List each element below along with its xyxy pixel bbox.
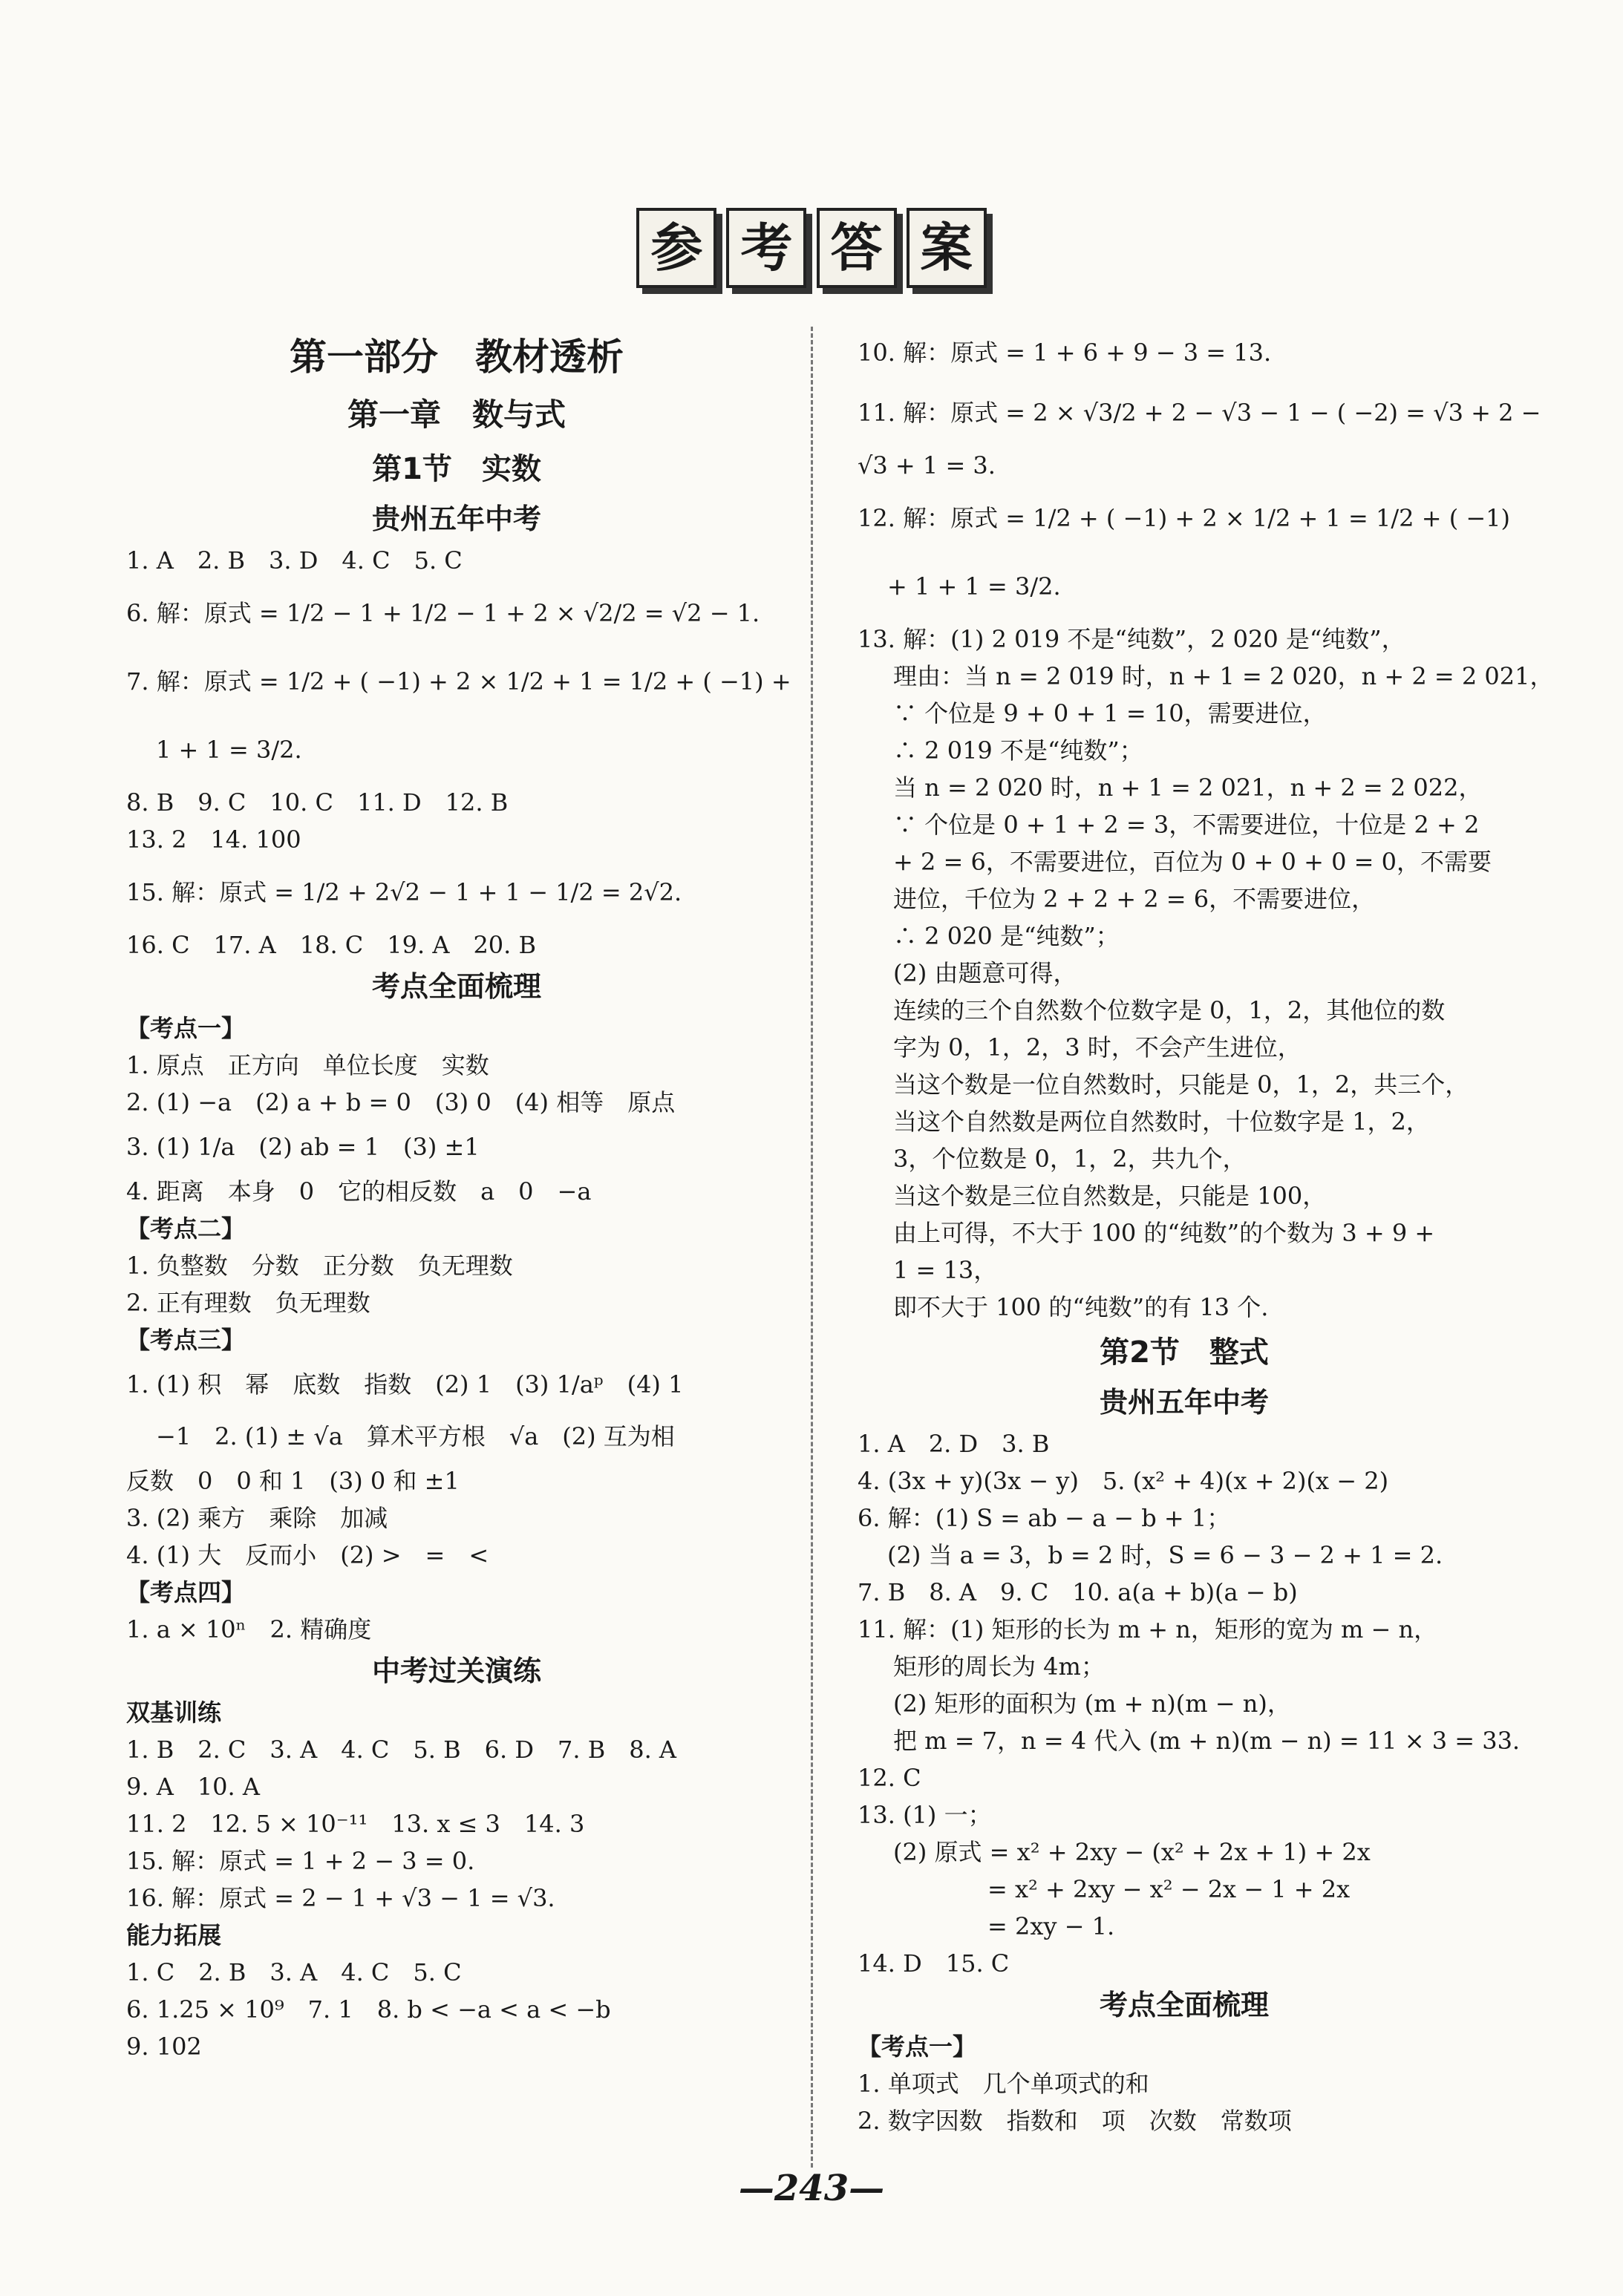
answer-line: 即不大于 100 的“纯数”的有 13 个. [893, 1293, 1269, 1321]
title-char-3: 答 [817, 208, 897, 288]
answer-line: 2. 数字因数 指数和 项 次数 常数项 [858, 2107, 1292, 2135]
answer-line: 1. A 2. D 3. B [858, 1430, 1050, 1458]
answer-line: 4. (3x + y)(3x − y) 5. (x² + 4)(x + 2)(x − 2) [858, 1467, 1389, 1495]
chapter-title: 第一章 数与式 [347, 396, 566, 433]
answer-line: 11. 2 12. 5 × 10⁻¹¹ 13. x ≤ 3 14. 3 [126, 1810, 585, 1838]
subsection-title: 中考过关演练 [371, 1655, 541, 1687]
answer-line: 2. (1) −a (2) a + b = 0 (3) 0 (4) 相等 原点 [126, 1088, 676, 1116]
title-char-4: 案 [907, 208, 987, 288]
page-number: —243— [738, 2168, 885, 2209]
answer-line: 4. 距离 本身 0 它的相反数 a 0 −a [126, 1177, 592, 1206]
answer-line: (2) 矩形的面积为 (m + n)(m − n)， [893, 1690, 1291, 1718]
answer-line: −1 2. (1) ± √a 算术平方根 √a (2) 互为相 [156, 1422, 675, 1450]
answer-line: 3，个位数是 0，1，2，共九个， [893, 1145, 1247, 1173]
answer-line: ∴ 2 020 是“纯数”； [893, 922, 1120, 950]
answer-line: 13. 解：(1) 2 019 不是“纯数”，2 020 是“纯数”， [858, 625, 1405, 653]
answer-line: 1. (1) 积 幂 底数 指数 (2) 1 (3) 1/aᵖ (4) 1 [126, 1370, 684, 1399]
answer-line: 反数 0 0 和 1 (3) 0 和 ±1 [126, 1467, 460, 1495]
answer-line: 3. (1) 1/a (2) ab = 1 (3) ±1 [126, 1133, 480, 1161]
answer-line: 16. C 17. A 18. C 19. A 20. B [126, 931, 537, 959]
answer-line: 6. 1.25 × 10⁹ 7. 1 8. b < −a < a < −b [126, 1995, 611, 2024]
answer-line: 1. 单项式 几个单项式的和 [858, 2070, 1149, 2098]
answer-line: 14. D 15. C [858, 1949, 1010, 1978]
exercise-label: 双基训练 [126, 1698, 222, 1727]
answer-line: 1. 负整数 分数 正分数 负无理数 [126, 1252, 513, 1280]
answer-line: 当这个自然数是两位自然数时，十位数字是 1，2， [893, 1108, 1430, 1136]
answer-line: + 2 = 6，不需要进位，百位为 0 + 0 + 0 = 0，不需要 [893, 848, 1492, 876]
right-column [858, 327, 1554, 2139]
answer-line: 13. (1) 一； [858, 1801, 992, 1829]
answer-line: 12. 解：原式 = 1/2 + ( −1) + 2 × 1/2 + 1 = 1/2 + ( −1) [858, 504, 1511, 532]
subsection-title: 贵州五年中考 [1099, 1386, 1269, 1419]
answer-line: 1. A 2. B 3. D 4. C 5. C [126, 546, 463, 575]
answer-line: 9. 102 [126, 2032, 202, 2061]
answer-line: 4. (1) 大 反而小 (2) > = < [126, 1541, 489, 1569]
answer-line: (2) 当 a = 3，b = 2 时，S = 6 − 3 − 2 + 1 = 2. [887, 1541, 1443, 1569]
answer-line: 当这个数是一位自然数时，只能是 0，1，2，共三个， [893, 1070, 1469, 1099]
answer-line: (2) 由题意可得， [893, 959, 1077, 987]
part-title: 第一部分 教材透析 [290, 336, 624, 379]
answer-line: 进位，千位为 2 + 2 + 2 = 6，不需要进位， [893, 885, 1376, 913]
answer-line: 连续的三个自然数个位数字是 0，1，2，其他位的数 [893, 996, 1446, 1024]
answer-line: 1. B 2. C 3. A 4. C 5. B 6. D 7. B 8. A [126, 1736, 677, 1764]
answer-line: = x² + 2xy − x² − 2x − 1 + 2x [987, 1875, 1351, 1903]
answer-line: 2. 正有理数 负无理数 [126, 1289, 370, 1317]
subsection-title: 贵州五年中考 [371, 503, 541, 535]
answer-line: 由上可得，不大于 100 的“纯数”的个数为 3 + 9 + [893, 1219, 1435, 1247]
answer-line: 10. 解：原式 = 1 + 6 + 9 − 3 = 13. [858, 338, 1272, 367]
topic-label: 【考点一】 [126, 1014, 246, 1042]
answer-line: 字为 0，1，2，3 时，不会产生进位， [893, 1033, 1302, 1062]
answer-line: 11. 解：(1) 矩形的长为 m + n，矩形的宽为 m − n， [858, 1615, 1438, 1643]
answer-line: 1. C 2. B 3. A 4. C 5. C [126, 1958, 462, 1986]
page-heading [0, 208, 1623, 288]
topic-label: 【考点二】 [126, 1214, 246, 1243]
answer-line: (2) 原式 = x² + 2xy − (x² + 2x + 1) + 2x [893, 1838, 1371, 1866]
exercise-label: 能力拓展 [126, 1921, 222, 1949]
answer-line: 6. 解：原式 = 1/2 − 1 + 1/2 − 1 + 2 × √2/2 = √2 − 1. [126, 599, 760, 627]
answer-line: 6. 解：(1) S = ab − a − b + 1； [858, 1504, 1231, 1532]
answer-line: 11. 解：原式 = 2 × √3/2 + 2 − √3 − 1 − ( −2) = √3 + 2 − [858, 399, 1541, 427]
topic-label: 【考点一】 [858, 2032, 977, 2061]
answer-line: 15. 解：原式 = 1/2 + 2√2 − 1 + 1 − 1/2 = 2√2. [126, 878, 682, 906]
title-char-2: 考 [726, 208, 806, 288]
answer-line: = 2xy − 1. [987, 1912, 1115, 1940]
answer-line: 1 = 13， [893, 1256, 998, 1284]
topic-label: 【考点三】 [126, 1326, 246, 1354]
answer-line: 15. 解：原式 = 1 + 2 − 3 = 0. [126, 1847, 475, 1875]
answer-line: 7. 解：原式 = 1/2 + ( −1) + 2 × 1/2 + 1 = 1/2 + ( −1) + [126, 667, 791, 696]
answer-line: 1 + 1 = 3/2. [156, 736, 302, 764]
answer-line: 13. 2 14. 100 [126, 825, 301, 854]
section-title: 第2节 整式 [1100, 1335, 1269, 1370]
answer-line: 把 m = 7，n = 4 代入 (m + n)(m − n) = 11 × 3 = 33. [893, 1727, 1521, 1755]
answer-line: 12. C [858, 1764, 921, 1792]
answer-line: 1. a × 10ⁿ 2. 精确度 [126, 1615, 372, 1643]
subsection-title: 考点全面梳理 [371, 970, 541, 1003]
answer-line: 8. B 9. C 10. C 11. D 12. B [126, 788, 509, 817]
answer-line: √3 + 1 = 3. [858, 451, 996, 480]
answer-line: ∵ 个位是 0 + 1 + 2 = 3，不需要进位，十位是 2 + 2 [893, 811, 1480, 839]
answer-line: 7. B 8. A 9. C 10. a(a + b)(a − b) [858, 1578, 1298, 1606]
subsection-title: 考点全面梳理 [1099, 1989, 1269, 2021]
answer-line: ∴ 2 019 不是“纯数”； [893, 736, 1143, 765]
left-column [126, 327, 791, 2065]
answer-line: 矩形的周长为 4m； [893, 1652, 1105, 1681]
answer-line: 当 n = 2 020 时，n + 1 = 2 021，n + 2 = 2 022， [893, 773, 1483, 802]
column-divider [811, 327, 813, 2168]
answer-line: 3. (2) 乘方 乘除 加减 [126, 1504, 388, 1532]
answer-line: + 1 + 1 = 3/2. [887, 572, 1061, 601]
answer-line: ∵ 个位是 9 + 0 + 1 = 10，需要进位， [893, 699, 1327, 727]
section-title: 第1节 实数 [372, 452, 541, 486]
title-char-1: 参 [636, 208, 716, 288]
topic-label: 【考点四】 [126, 1578, 246, 1606]
answer-line: 当这个数是三位自然数是，只能是 100， [893, 1182, 1327, 1210]
answer-line: 1. 原点 正方向 单位长度 实数 [126, 1051, 489, 1079]
answer-line: 16. 解：原式 = 2 − 1 + √3 − 1 = √3. [126, 1884, 555, 1912]
answer-line: 9. A 10. A [126, 1773, 260, 1801]
answer-line: 理由：当 n = 2 019 时，n + 1 = 2 020，n + 2 = 2 021， [893, 662, 1554, 690]
